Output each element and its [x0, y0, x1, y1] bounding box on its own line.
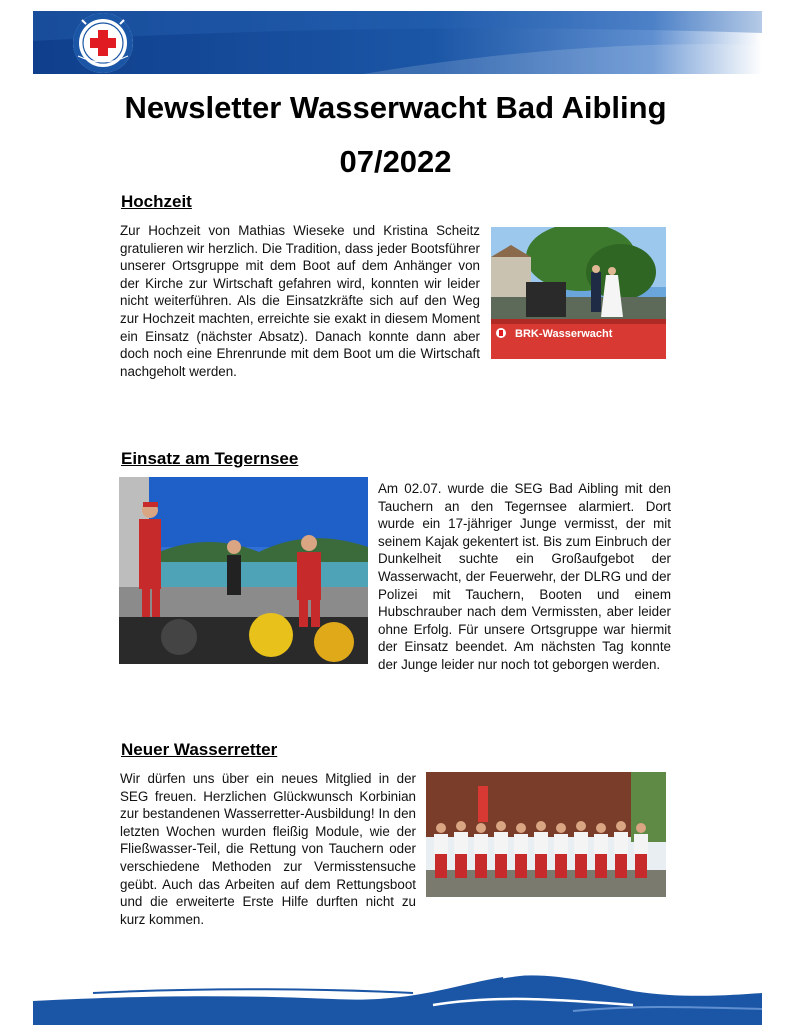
section-heading-einsatz: Einsatz am Tegernsee [121, 449, 299, 468]
section-text-einsatz: Am 02.07. wurde die SEG Bad Aibling mit den Tauchern an den Tegernsee alarmiert. Dort wurde ein 17-jähriger Junge vermisst, der mit seinem Kajak gekentert ist. Bis zum Einbruch der Dunkelheit suchte ein Großaufgebot der Wasserwacht, der Feuerwehr, der DLRG und der Polizei mit Tauchern, Booten und einem Hubschrauber nach dem Vermissten, aber leider ohne Erfolg. Für unsere Ortsgruppe war hiermit der Einsatz beendet. Am nächsten Tag konnte der Junge leider nur noch tot geborgen werden. [378, 481, 671, 672]
wedding-boat-photo [491, 227, 666, 359]
header-banner [33, 11, 762, 74]
newsletter-title: Newsletter Wasserwacht Bad Aibling [124, 90, 667, 125]
section-text-hochzeit: Zur Hochzeit von Mathias Wieseke und Kristina Scheitz gratulieren wir herzlich. Die Tradition, dass jeder Bootsführer unserer Ortsgruppe mit dem Boot auf dem Anhänger von der Kirche zur Wirtschaft gefahren wird, konnten wir leider nicht weiterführen. Als die Einsatzkräfte sich auf den Weg zur Hochzeit machten, erreichte sie exakt in diesem Moment ein Einsatz (nächster Absatz). Danach konnte dann aber doch noch eine Ehrenrunde mit dem Boot um die Wirtschaft nachgeholt werden. [120, 223, 480, 379]
footer-wave [33, 965, 762, 1025]
section-heading-hochzeit: Hochzeit [121, 192, 192, 211]
newsletter-date: 07/2022 [339, 144, 452, 179]
tegernsee-divers-photo [119, 477, 368, 664]
boat-caption: BRK-Wasserwacht [515, 328, 613, 340]
section-heading-wasserretter: Neuer Wasserretter [121, 740, 278, 759]
wasserwacht-logo [72, 12, 134, 74]
group-photo [426, 772, 666, 897]
section-text-wasserretter: Wir dürfen uns über ein neues Mitglied in der SEG freuen. Herzlichen Glückwunsch Korbinian zur bestandenen Wasserretter-Ausbildung! In den letzten Wochen wurden fleißig Module, wie der Fließwasser-Teil, die Rettung von Tauchern oder verschiedene Methoden zur Vermisstensuche geübt. Auch das Arbeiten auf dem Rettungsboot und die erweiterte Erste Hilfe durften nicht zu kurz kommen. [120, 771, 416, 927]
